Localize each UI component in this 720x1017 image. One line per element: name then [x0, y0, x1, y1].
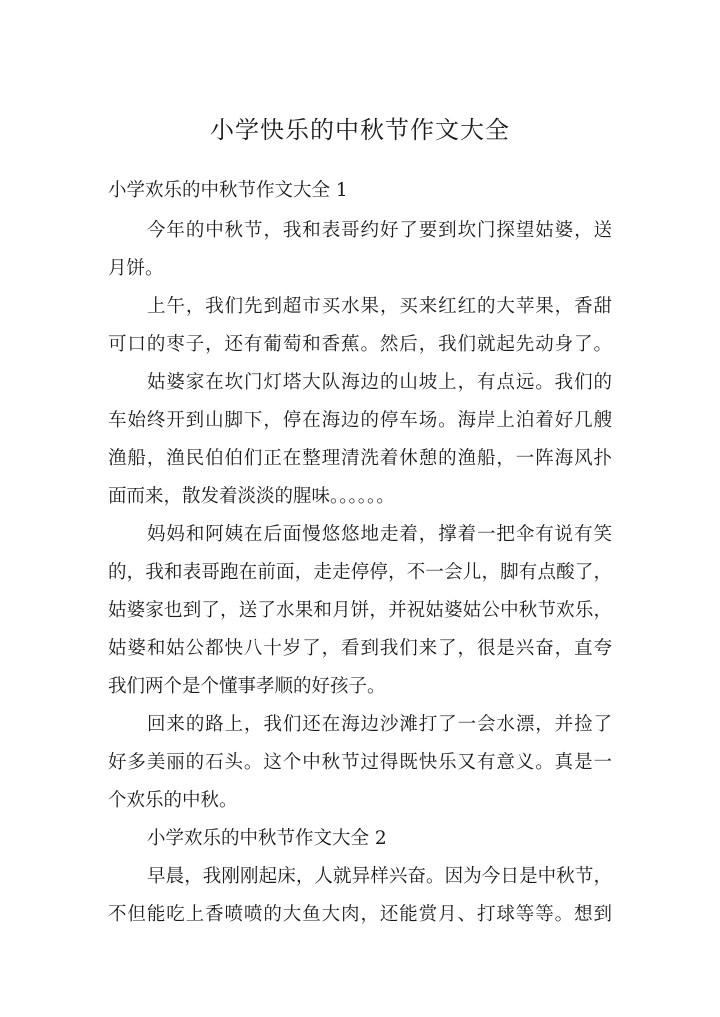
section-heading-2: 小学欢乐的中秋节作文大全 2: [147, 828, 387, 849]
paragraph-line: 姑婆和姑公都快八十岁了，看到我们来了，很是兴奋，直夸: [108, 638, 612, 659]
paragraph-line: 车始终开到山脚下，停在海边的停车场。海岸上泊着好几艘: [108, 410, 612, 431]
paragraph-line: 可口的枣子，还有葡萄和香蕉。然后，我们就起先动身了。: [108, 334, 612, 355]
section-heading-1: 小学欢乐的中秋节作文大全 1: [108, 180, 348, 201]
document-title: 小学快乐的中秋节作文大全: [210, 116, 510, 144]
paragraph-line: 今年的中秋节，我和表哥约好了要到坎门探望姑婆，送: [147, 220, 612, 241]
paragraph-line: 渔船，渔民伯伯们正在整理清洗着休憩的渔船，一阵海风扑: [108, 448, 612, 469]
paragraph-line: 上午，我们先到超市买水果，买来红红的大苹果，香甜: [147, 296, 612, 317]
paragraph-line: 回来的路上，我们还在海边沙滩打了一会水漂，并捡了: [147, 714, 612, 735]
paragraph-line: 不但能吃上香喷喷的大鱼大肉，还能赏月、打球等等。想到: [108, 904, 612, 925]
paragraph-line: 好多美丽的石头。这个中秋节过得既快乐又有意义。真是一: [108, 752, 612, 773]
paragraph-line: 姑婆家也到了，送了水果和月饼，并祝姑婆姑公中秋节欢乐，: [108, 600, 612, 621]
paragraph-line: 姑婆家在坎门灯塔大队海边的山坡上，有点远。我们的: [147, 372, 612, 393]
paragraph-line: 妈妈和阿姨在后面慢悠悠地走着，撑着一把伞有说有笑: [147, 524, 612, 545]
paragraph-line: 的，我和表哥跑在前面，走走停停，不一会儿，脚有点酸了，: [108, 562, 612, 583]
paragraph-line: 早晨，我刚刚起床，人就异样兴奋。因为今日是中秋节，: [147, 866, 612, 887]
paragraph-line: 我们两个是个懂事孝顺的好孩子。: [108, 676, 386, 697]
paragraph-line: 面而来，散发着淡淡的腥味。。。。。。: [108, 486, 395, 507]
paragraph-line: 个欢乐的中秋。: [108, 790, 238, 811]
paragraph-line: 月饼。: [108, 258, 164, 279]
